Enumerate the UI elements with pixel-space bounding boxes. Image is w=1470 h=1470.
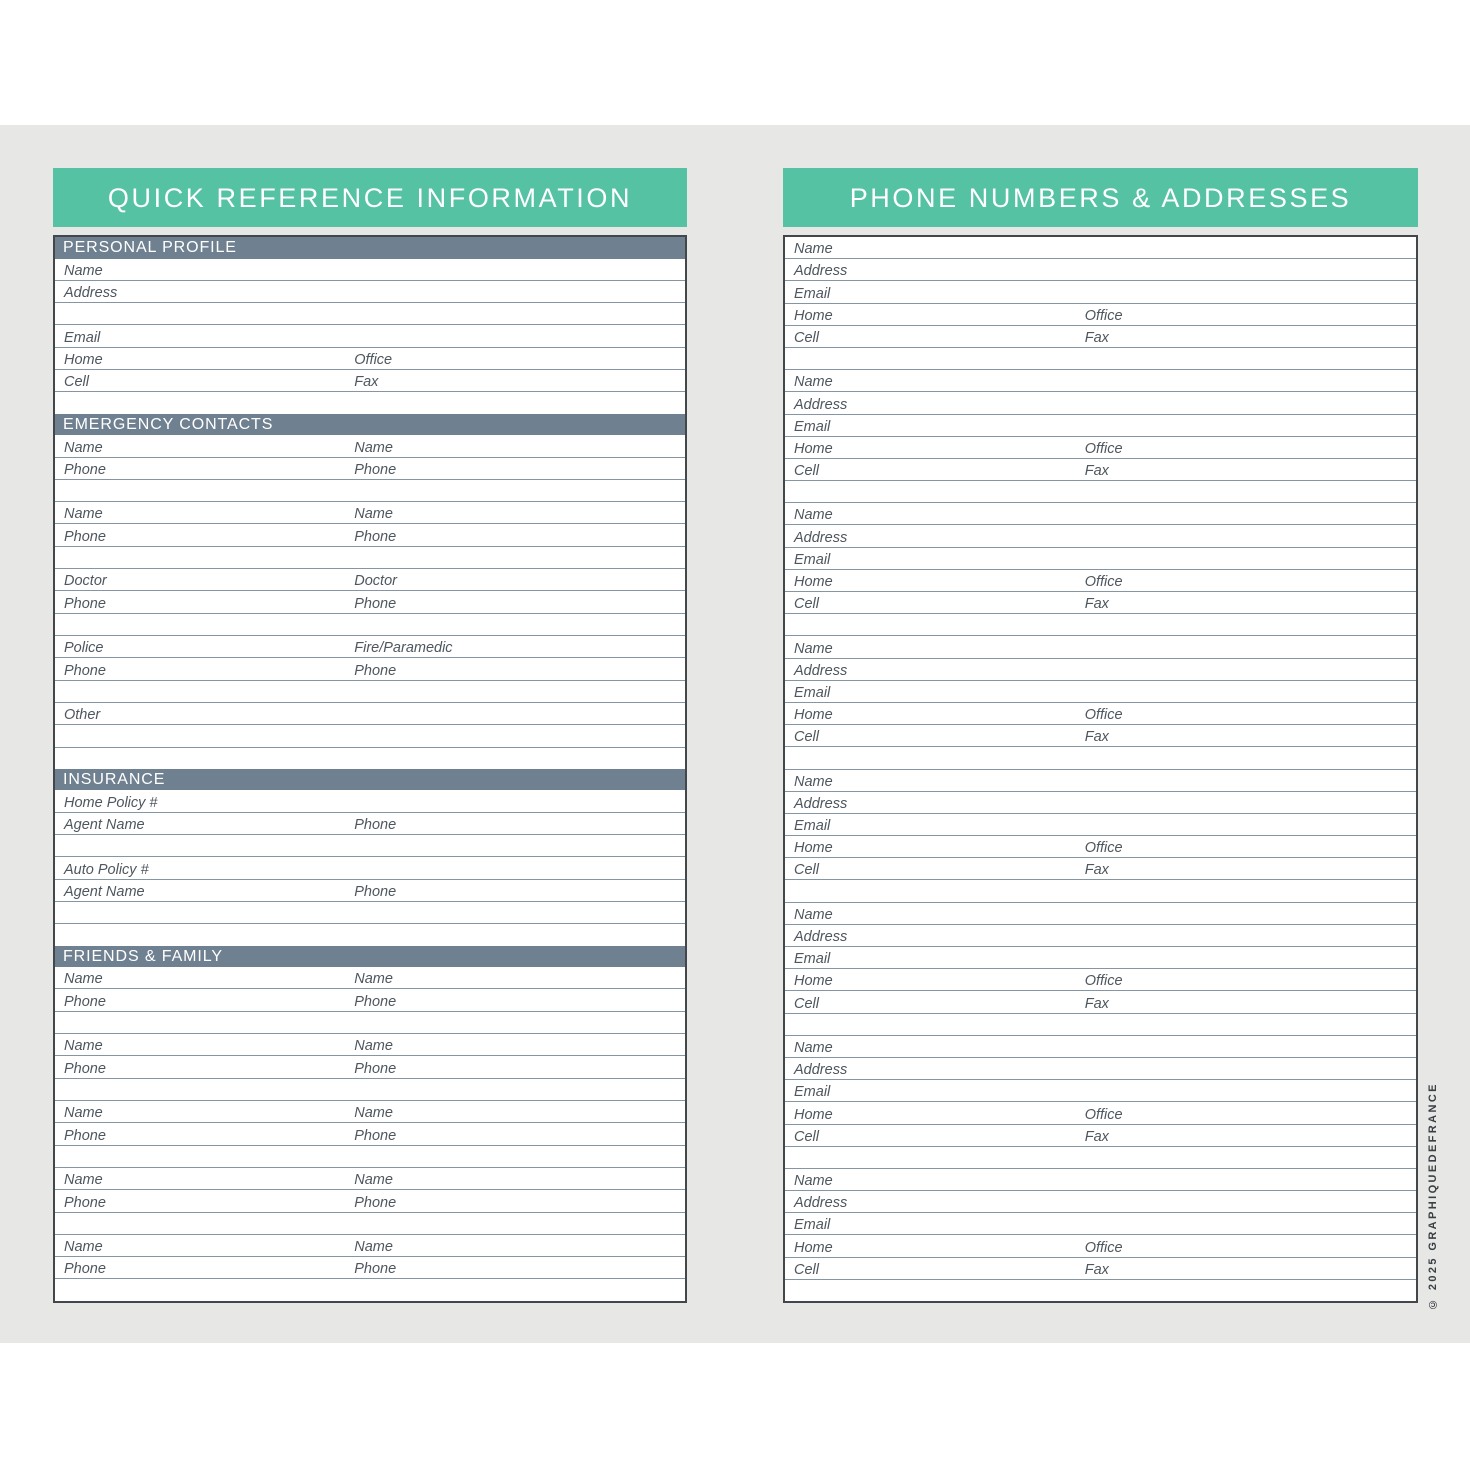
- field-row: [785, 304, 1416, 326]
- field-row: [785, 1102, 1416, 1124]
- field-label-phone: Phone: [64, 1127, 106, 1144]
- blank-write-in-row: [55, 1012, 685, 1034]
- field-row: [785, 703, 1416, 725]
- field-label-fax: Fax: [1084, 596, 1109, 613]
- field-label-address: Address: [794, 529, 848, 546]
- field-label-cell: Cell: [794, 596, 819, 613]
- spacer-row: [55, 748, 685, 769]
- field-label-phone: Phone: [64, 461, 106, 478]
- field-label-name: Name: [354, 1105, 393, 1122]
- field-row: [785, 770, 1416, 792]
- blank-write-in-row: [785, 614, 1416, 636]
- blank-write-in-row: [785, 747, 1416, 769]
- field-row: [55, 281, 685, 303]
- field-row: [55, 348, 685, 370]
- field-label-address: Address: [794, 1062, 848, 1079]
- field-row: [55, 790, 685, 812]
- field-label-cell: Cell: [794, 995, 819, 1012]
- field-label-fax: Fax: [1084, 463, 1109, 480]
- spacer-row: [55, 392, 685, 413]
- field-row: [55, 1101, 685, 1123]
- field-row: [55, 813, 685, 835]
- field-row: [55, 880, 685, 902]
- quick-reference-box: [53, 235, 687, 1303]
- field-label-phone: Phone: [64, 662, 106, 679]
- field-label-name: Name: [354, 1239, 393, 1256]
- field-label-email: Email: [794, 418, 831, 435]
- field-row: [785, 570, 1416, 592]
- field-label-phone: Phone: [354, 528, 397, 545]
- field-label-other: Other: [64, 707, 101, 724]
- field-label-address: Address: [794, 1195, 848, 1212]
- blank-write-in-row: [55, 835, 685, 857]
- field-label-home: Home: [794, 307, 833, 324]
- section-header-insurance: INSURANCE: [55, 769, 685, 791]
- field-row: [785, 259, 1416, 281]
- field-row: [785, 392, 1416, 414]
- field-label-office: Office: [1084, 840, 1123, 857]
- phone-numbers-title: PHONE NUMBERS & ADDRESSES: [783, 168, 1418, 227]
- field-row: [785, 237, 1416, 259]
- field-row: [55, 370, 685, 392]
- field-row: [55, 636, 685, 658]
- blank-write-in-row: [55, 547, 685, 569]
- field-row: [785, 792, 1416, 814]
- blank-write-in-row: [785, 481, 1416, 503]
- field-row: [785, 1080, 1416, 1102]
- field-label-name: Name: [64, 1239, 103, 1256]
- field-row: [785, 814, 1416, 836]
- field-label-cell: Cell: [794, 1128, 819, 1145]
- field-label-office: Office: [1084, 574, 1123, 590]
- phone-numbers-box: [783, 235, 1418, 1303]
- quick-reference-panel: [53, 168, 687, 1303]
- field-row: [785, 636, 1416, 658]
- field-label-name: Name: [794, 1039, 833, 1056]
- field-row: [785, 592, 1416, 614]
- field-row: [55, 325, 685, 347]
- copyright-vertical-text: © 2025 GRAPHIQUEDEFRANCE: [1427, 1082, 1439, 1310]
- field-row: [55, 1235, 685, 1257]
- field-label-phone: Phone: [354, 461, 397, 478]
- field-row: [785, 659, 1416, 681]
- field-row: [785, 903, 1416, 925]
- field-row: [785, 1213, 1416, 1235]
- blank-write-in-row: [55, 1079, 685, 1101]
- field-label-home: Home: [794, 440, 833, 457]
- field-label-office: Office: [1084, 440, 1123, 457]
- field-row: [785, 1125, 1416, 1147]
- field-label-office: Office: [354, 352, 393, 369]
- field-label-name: Name: [794, 507, 833, 524]
- field-label-police: Police: [64, 640, 104, 657]
- field-row: [55, 1257, 685, 1279]
- field-label-phone: Phone: [354, 817, 397, 833]
- field-label-phone: Phone: [354, 993, 397, 1010]
- field-label-cell: Cell: [794, 463, 819, 480]
- field-label-name: Name: [64, 971, 103, 988]
- field-label-name: Name: [794, 374, 833, 391]
- field-label-address: Address: [794, 662, 848, 679]
- phone-numbers-panel: [783, 168, 1418, 1303]
- field-label-name: Name: [354, 1172, 393, 1189]
- field-label-phone: Phone: [354, 1060, 397, 1077]
- field-label-office: Office: [1084, 1239, 1123, 1256]
- field-label-email: Email: [794, 1084, 831, 1101]
- field-label-name: Name: [354, 439, 393, 456]
- blank-write-in-row: [785, 1147, 1416, 1169]
- field-row: [55, 658, 685, 680]
- field-label-email: Email: [794, 285, 831, 302]
- field-row: [785, 326, 1416, 348]
- field-row: [55, 569, 685, 591]
- blank-write-in-row: [785, 880, 1416, 902]
- blank-write-in-row: [55, 1213, 685, 1235]
- field-label-phone: Phone: [64, 993, 106, 1010]
- field-label-cell: Cell: [64, 374, 89, 391]
- field-label-phone: Phone: [354, 1194, 397, 1211]
- field-label-name: Name: [354, 1038, 393, 1055]
- field-label-auto-policy: Auto Policy #: [64, 861, 149, 878]
- blank-write-in-row: [55, 614, 685, 636]
- field-label-name: Name: [64, 1038, 103, 1055]
- field-row: [785, 415, 1416, 437]
- field-label-name: Name: [64, 506, 103, 523]
- field-row: [785, 370, 1416, 392]
- field-label-home: Home: [794, 1106, 833, 1123]
- field-label-name: Name: [354, 971, 393, 988]
- blank-write-in-row: [55, 1146, 685, 1168]
- field-label-fax: Fax: [1084, 329, 1109, 346]
- spacer-row: [785, 1280, 1416, 1301]
- section-header-emergency-contacts: EMERGENCY CONTACTS: [55, 414, 685, 436]
- spacer-row: [55, 924, 685, 945]
- field-row: [785, 1191, 1416, 1213]
- field-label-fax: Fax: [1084, 729, 1109, 746]
- field-label-office: Office: [1084, 307, 1123, 324]
- field-label-name: Name: [354, 506, 393, 523]
- field-label-cell: Cell: [794, 1261, 819, 1278]
- field-label-name: Name: [64, 1105, 103, 1122]
- field-label-name: Name: [794, 773, 833, 790]
- field-label-phone: Phone: [354, 1127, 397, 1144]
- field-row: [55, 967, 685, 989]
- field-label-doctor: Doctor: [64, 573, 107, 590]
- field-row: [785, 991, 1416, 1013]
- field-row: [55, 259, 685, 281]
- field-label-home: Home: [794, 707, 833, 724]
- field-label-fax: Fax: [354, 374, 379, 391]
- field-row: [785, 525, 1416, 547]
- blank-write-in-row: [55, 681, 685, 703]
- field-row: [785, 459, 1416, 481]
- field-row: [55, 435, 685, 457]
- field-row: [785, 1258, 1416, 1280]
- field-label-fax: Fax: [1084, 995, 1109, 1012]
- field-label-email: Email: [794, 684, 831, 701]
- field-label-name: Name: [64, 1172, 103, 1189]
- field-label-name: Name: [794, 906, 833, 923]
- field-label-email: Email: [794, 551, 831, 568]
- field-label-name: Name: [64, 439, 103, 456]
- field-label-home: Home: [794, 1239, 833, 1256]
- blank-write-in-row: [785, 348, 1416, 370]
- field-label-fax: Fax: [1084, 1128, 1109, 1145]
- field-label-cell: Cell: [794, 329, 819, 346]
- field-label-phone: Phone: [64, 528, 106, 545]
- field-row: [785, 1058, 1416, 1080]
- field-label-office: Office: [1084, 707, 1123, 724]
- field-label-phone: Phone: [64, 1194, 106, 1211]
- blank-write-in-row: [55, 902, 685, 924]
- field-row: [55, 857, 685, 879]
- field-label-email: Email: [794, 1217, 831, 1234]
- field-row: [55, 458, 685, 480]
- field-label-phone: Phone: [354, 1261, 397, 1278]
- field-label-fax: Fax: [1084, 862, 1109, 879]
- field-label-phone: Phone: [64, 595, 106, 612]
- field-row: [55, 703, 685, 725]
- field-row: [55, 524, 685, 546]
- blank-write-in-row: [785, 1014, 1416, 1036]
- field-label-address: Address: [794, 263, 848, 280]
- blank-write-in-row: [55, 480, 685, 502]
- field-row: [785, 503, 1416, 525]
- field-label-email: Email: [794, 818, 831, 835]
- field-label-name: Name: [794, 640, 833, 657]
- field-row: [785, 725, 1416, 747]
- field-label-fire-paramedic: Fire/Paramedic: [354, 640, 453, 657]
- field-row: [785, 858, 1416, 880]
- field-row: [785, 1169, 1416, 1191]
- field-row: [785, 548, 1416, 570]
- field-label-home: Home: [794, 574, 833, 590]
- field-row: [785, 437, 1416, 459]
- spacer-row: [55, 1279, 685, 1300]
- field-row: [785, 681, 1416, 703]
- field-label-cell: Cell: [794, 862, 819, 879]
- field-label-fax: Fax: [1084, 1261, 1109, 1278]
- section-header-personal-profile: PERSONAL PROFILE: [55, 237, 685, 259]
- field-row: [785, 1036, 1416, 1058]
- field-row: [785, 836, 1416, 858]
- field-row: [785, 281, 1416, 303]
- field-label-office: Office: [1084, 1106, 1123, 1123]
- field-row: [55, 1034, 685, 1056]
- blank-write-in-row: [55, 725, 685, 747]
- field-row: [55, 1123, 685, 1145]
- section-header-friends-family: FRIENDS & FAMILY: [55, 946, 685, 968]
- field-label-address: Address: [64, 285, 118, 302]
- field-label-phone: Phone: [354, 595, 397, 612]
- field-row: [785, 925, 1416, 947]
- field-label-home: Home: [794, 840, 833, 857]
- field-label-home: Home: [64, 352, 103, 369]
- field-label-address: Address: [794, 396, 848, 413]
- field-row: [55, 1056, 685, 1078]
- field-label-home: Home: [794, 973, 833, 990]
- field-label-agent-name: Agent Name: [64, 883, 145, 900]
- field-label-address: Address: [794, 795, 848, 812]
- field-label-email: Email: [64, 329, 101, 346]
- field-label-office: Office: [1084, 973, 1123, 990]
- field-row: [785, 1235, 1416, 1257]
- field-row: [55, 989, 685, 1011]
- field-label-name: Name: [794, 241, 833, 258]
- quick-reference-title: QUICK REFERENCE INFORMATION: [53, 168, 687, 227]
- field-label-phone: Phone: [64, 1261, 106, 1278]
- blank-write-in-row: [55, 303, 685, 325]
- field-label-home-policy: Home Policy #: [64, 794, 158, 811]
- field-row: [55, 1190, 685, 1212]
- field-label-phone: Phone: [64, 1060, 106, 1077]
- field-label-email: Email: [794, 951, 831, 968]
- field-label-name: Name: [794, 1173, 833, 1190]
- field-row: [55, 1168, 685, 1190]
- field-label-phone: Phone: [354, 662, 397, 679]
- field-label-doctor: Doctor: [354, 573, 397, 590]
- field-row: [785, 947, 1416, 969]
- field-label-cell: Cell: [794, 729, 819, 746]
- field-label-agent-name: Agent Name: [64, 817, 145, 833]
- field-row: [785, 969, 1416, 991]
- field-label-address: Address: [794, 929, 848, 945]
- field-row: [55, 502, 685, 524]
- field-label-phone: Phone: [354, 883, 397, 900]
- field-row: [55, 591, 685, 613]
- field-label-name: Name: [64, 262, 103, 279]
